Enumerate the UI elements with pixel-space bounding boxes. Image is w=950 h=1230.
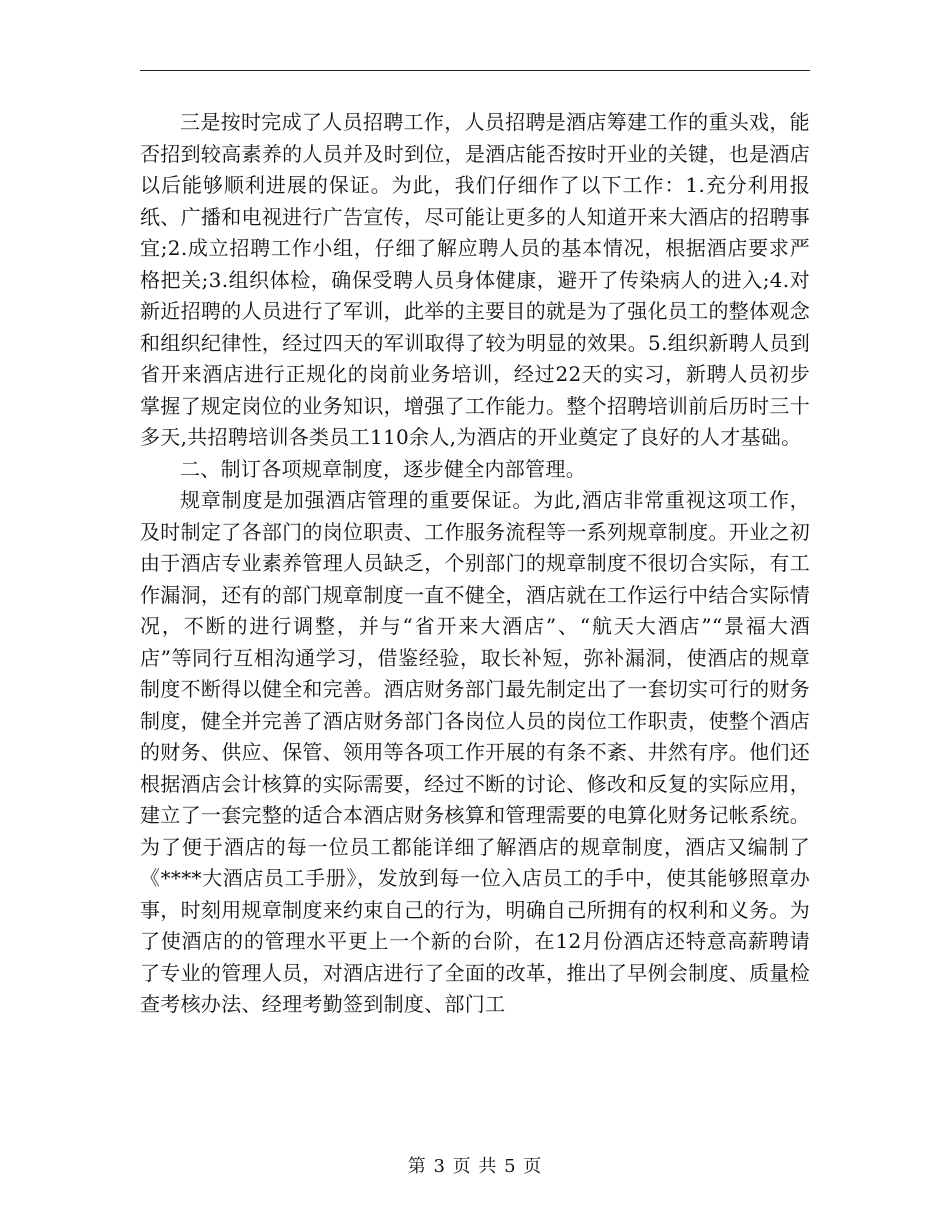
header-rule (140, 70, 810, 71)
page-number: 第 3 页 共 5 页 (407, 1156, 543, 1177)
section-heading-regulations: 二、制订各项规章制度，逐步健全内部管理。 (180, 456, 586, 481)
document-body (140, 107, 810, 1021)
paragraph-recruitment: 三是按时完成了人员招聘工作，人员招聘是酒店筹建工作的重头戏，能否招到较高素养的人员并及时到位，是酒店能否按时开业的关键，也是酒店以后能够顺利进展的保证。为此，我们仔细作了以下工作：1.充分利用报纸、广播和电视进行广告宣传，尽可能让更多的人知道开来大酒店的招聘事宜;2.成立招聘工作小组，仔细了解应聘人员的基本情况，根据酒店要求严格把关;3.组织体检，确保受聘人员身体健康，避开了传染病人的进入;4.对新近招聘的人员进行了军训，此举的主要目的就是为了强化员工的整体观念和组织纪律性，经过四天的军训取得了较为明显的效果。5.组织新聘人员到省开来酒店进行正规化的岗前业务培训，经过22天的实习，新聘人员初步掌握了规定岗位的业务知识，增强了工作能力。整个招聘培训前后历时三十多天,共招聘培训各类员工110余人,为酒店的开业奠定了良好的人才基础。 (140, 110, 810, 449)
paragraph-regulations: 规章制度是加强酒店管理的重要保证。为此,酒店非常重视这项工作，及时制定了各部门的岗位职责、工作服务流程等一系列规章制度。开业之初由于酒店专业素养管理人员缺乏，个别部门的规章制度不很切合实际，有工作漏洞，还有的部门规章制度一直不健全，酒店就在工作运行中结合实际情况，不断的进行调整，并与“省开来大酒店”、“航天大酒店”“景福大酒店”等同行互相沟通学习，借鉴经验，取长补短，弥补漏洞，使酒店的规章制度不断得以健全和完善。酒店财务部门最先制定出了一套切实可行的财务制度，健全并完善了酒店财务部门各岗位人员的岗位工作职责，使整个酒店的财务、供应、保管、领用等各项工作开展的有条不紊、井然有序。他们还根据酒店会计核算的实际需要，经过不断的讨论、修改和反复的实际应用，建立了一套完整的适合本酒店财务核算和管理需要的电算化财务记帐系统。为了便于酒店的每一位员工都能详细了解酒店的规章制度，酒店又编制了《****大酒店员工手册》，发放到每一位入店员工的手中，使其能够照章办事，时刻用规章制度来约束自己的行为，明确自己所拥有的权利和义务。为了使酒店的的管理水平更上一个新的台阶，在12月份酒店还特意高薪聘请了专业的管理人员，对酒店进行了全面的改革，推出了早例会制度、质量检查考核办法、经理考勤签到制度、部门工 (140, 488, 810, 1016)
